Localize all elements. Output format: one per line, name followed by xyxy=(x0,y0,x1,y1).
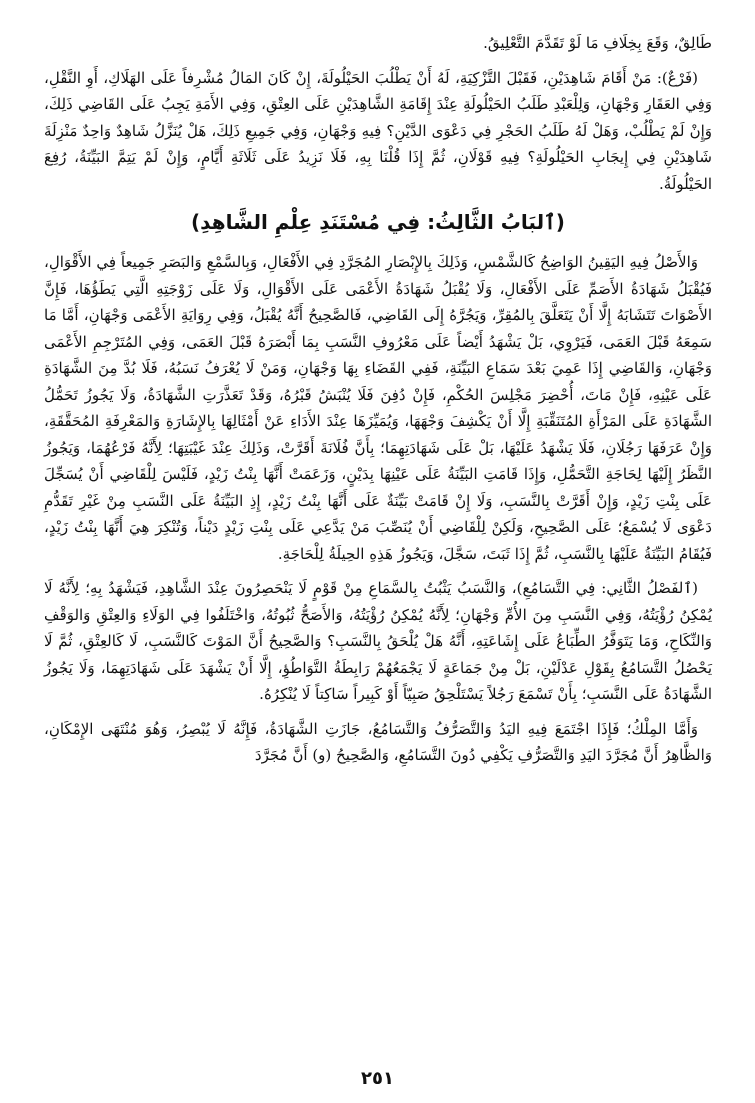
paragraph-continuation: طَالِقٌ، وَقَعَ بِخِلَافِ مَا لَوْ تَقَدَّمَ التَّعْلِيقُ. xyxy=(483,34,712,52)
paragraph-fasl-thani: (ٱلفَصْلُ الثَّانِي: فِي التَّسَامُعِ)، وَالنَّسَبُ يَثْبُتُ بِالسَّمَاعِ مِنْ قَوْمٍ لَا يَنْحَصِرُونَ عِنْدَ الشَّاهِدِ، فَيَشْهَدُ بِهِ؛ لِأَنَّهُ لَا يُمْكِنُ رُؤْيَتُهُ، وَفِي النَّسَبِ مِنَ الأُمِّ وَجْهَانِ؛ لِأَنَّهُ يُمْكِنُ رُؤْيَتُهُ، وَالأَصَحُّ ثُبُوتُهُ، وَاخْتَلَفُوا فِي الوَلَاءِ وَالعِتْقِ وَالوَقْفِ وَالنِّكَاحِ، وَمَا يَتَوَفَّرُ الطِّبَاعُ عَلَى إِشَاعَتِهِ، أَنَّهُ هَلْ يُلْحَقُ بِالنَّسَبِ؟ وَالصَّحِيحُ أَنَّ المَوْتَ كَالنَّسَبِ، لَا كَالعِتْقِ، ثُمَّ لَا يَحْصُلُ التَّسَامُعُ بِقَوْلِ عَدْلَيْنِ، بَلْ مِنْ جَمَاعَةٍ لَا يَجْمَعُهُمْ رَابِطَةُ التَّوَاطُؤِ، إِلَّا أَنْ يَشْهَدَ عَلَى شَهَادَتِهِمَا، وَلَا يَجُوزُ الشَّهَادَةُ عَلَى النَّسَبِ؛ بِأَنْ تَسْمَعَ رَجُلاً يَسْتَلْحِقُ صَبِيّاً أَوْ كَبِيراً سَاكِتاً لَا يُنْكِرُهُ. xyxy=(44,579,712,703)
book-page xyxy=(44,30,712,1070)
paragraph-asl: وَالأَصْلُ فِيهِ اليَقِينُ الوَاضِحُ كَالشَّمْسِ، وَذَلِكَ بِالإِبْصَارِ المُجَرَّدِ فِي الأَفْعَالِ، وَبِالسَّمْعِ وَالبَصَرِ جَمِيعاً فِي الأَقْوَالِ، فَيُقْبَلُ شَهَادَةُ الأَصَمِّ عَلَى الأَفْعَالِ، وَلَا يُقْبَلُ شَهَادَةُ الأَعْمَى عَلَى الأَقْوَالِ، وَلَا عَلَى زَوْجَتِهِ الَّتِي يَطَؤُهَا، فَإِنَّ الأَصْوَاتَ تَتَشَابَهُ إِلَّا أَنْ يَتَعَلَّقَ بِالمُقِرِّ، وَيَجُرَّهُ إِلَى القَاضِي، فَالصَّحِيحُ أَنَّهُ يُقْبَلُ، وَفِي رِوَايَةِ الأَعْمَى وَجْهَانِ، أَمَّا مَا سَمِعَهُ قَبْلَ العَمَى، فَيَرْوِي، بَلْ يَشْهَدُ أَيْضاً عَلَى مَعْرُوفِ النَّسَبِ بِمَا أَبْصَرَهُ قَبْلَ العَمَى، وَفِي المُتَرْجِمِ الأَعْمَى وَجْهَانِ، وَالقَاضِي إِذَا عَمِيَ بَعْدَ سَمَاعِ البَيِّنَةِ، فَفِي القَضَاءِ بِهَا وَجْهَانِ، وَمَنْ لَا يُعْرَفُ نَسَبُهُ، فَلَا بُدَّ مِنَ الشَّهَادَةِ عَلَى عَيْنِهِ، فَإِنْ مَاتَ، أُحْضِرَ مَجْلِسَ الحُكْمِ، فَإِنْ دُفِنَ فَلَا يُنْبَشُ قَبْرُهُ، وَقَدْ تَعَذَّرَتِ الشَّهَادَةُ، وَلَا يَجُوزُ تَحَمُّلُ الشَّهَادَةِ عَلَى المَرْأَةِ المُتَنَقِّبَةِ إِلَّا أَنْ يَكْشِفَ وَجْهَهَا، وَيُمَيِّزَهَا عِنْدَ الأَدَاءِ عَنْ أَمْثَالِهَا بِالإِشَارَةِ وَالمَعْرِفَةِ المُحَقَّقَةِ، وَإِنْ عَرَفَهَا رَجُلَانِ، فَلَا يَشْهَدُ عَلَيْهَا، بَلْ عَلَى شَهَادَتِهِمَا؛ بِأَنَّ فُلَانَةَ أَقَرَّتْ، وَذَلِكَ عِنْدَ غَيْبَتِهَا؛ لِأَنَّهُ فَرْعُهُمَا، وَيَجُوزُ النَّظَرُ إِلَيْهَا لِحَاجَةِ التَّحَمُّلِ، وَإِذَا قَامَتِ البَيِّنَةُ عَلَى عَيْنِهَا بِدَيْنٍ، وَزَعَمَتْ أَنَّهَا بِنْتُ زَيْدٍ، فَلَيْسَ لِلْقَاضِي أَنْ يُسَجِّلَ عَلَى بِنْتِ زَيْدٍ، وَإِنْ أَقَرَّتْ بِالنَّسَبِ، وَلَا إِنْ قَامَتْ بَيِّنَةٌ عَلَى أَنَّهَا بِنْتُ زَيْدٍ، إِذِ البَيِّنَةُ عَلَى النَّسَبِ مِنْ غَيْرِ تَقَدُّمِ دَعْوَى لَا يُسْمَعُ؛ عَلَى الصَّحِيحِ، وَلَكِنْ لِلْقَاضِي أَنْ يُنَصِّبَ مَنْ يَدَّعِي عَلَى بِنْتِ زَيْدٍ دَيْناً، وَتُنْكِرَ هِيَ أَنَّهَا بِنْتُ زَيْدٍ، فَيُقَامُ البَيِّنَةُ عَلَيْهَا بِالنَّسَبِ، ثُمَّ إِذَا ثَبَتَ، سَجَّلَ، وَيَجُوزُ هَذِهِ الحِيلَةُ لِلْحَاجَةِ. xyxy=(44,253,712,563)
paragraph-far-hayloola: (فَرْعٌ): مَنْ أَقَامَ شَاهِدَيْنِ، فَقَبْلَ التَّزْكِيَةِ، لَهُ أَنْ يَطْلُبَ الحَيْلُولَةَ، إِنْ كَانَ المَالُ مُشْرِفاً عَلَى الهَلَاكِ، أَوِ النَّقْلِ، وَفِي العَقَارِ وَجْهَانِ، وَلِلْعَبْدِ طَلَبُ الحَيْلُولَةِ عِنْدَ إِقَامَةِ الشَّاهِدَيْنِ عَلَى العِتْقِ، وَفِي الأَمَةِ يَجِبُ عَلَى القَاضِي ذَلِكَ، وَإِنْ لَمْ يَطْلُبْ، وَهَلْ لَهُ طَلَبُ الحَجْرِ فِي دَعْوَى الدَّيْنِ؟ فِيهِ وَجْهَانِ، وَفِي جَمِيعِ ذَلِكَ، هَلْ يُنَزَّلُ شَاهِدٌ وَاحِدٌ مَنْزِلَةَ شَاهِدَيْنِ فِي إِيجَابِ الحَيْلُولَةِ؟ فِيهِ قَوْلَانِ، ثُمَّ إِذَا قُلْنَا بِهِ، فَلَا نَزِيدُ عَلَى ثَلَاثَةِ أَيَّامٍ، وَإِنْ لَمْ يَتِمَّ البَيِّنَةُ، رُفِعَ الحَيْلُولَةُ. xyxy=(44,68,712,193)
paragraph-milk: وَأَمَّا المِلْكُ؛ فَإِذَا اجْتَمَعَ فِيهِ اليَدُ وَالتَّصَرُّفُ وَالتَّسَامُعُ، جَازَتِ الشَّهَادَةُ، فَإِنَّهُ لَا يُبْصِرُ، وَهُوَ مُنْتَهَى الإِمْكَانِ، وَالظَّاهِرُ أَنَّ مُجَرَّدَ اليَدِ وَالتَّصَرُّفِ يَكْفِي دُونَ التَّسَامُعِ، وَالصَّحِيحُ (و) أَنَّ مُجَرَّدَ xyxy=(44,719,712,764)
page-number: ٢٥١ xyxy=(361,1068,394,1089)
chapter-heading: (ٱلبَابُ الثَّالِثُ: فِي مُسْتَنَدِ عِلْمِ الشَّاهِدِ) xyxy=(191,210,565,234)
